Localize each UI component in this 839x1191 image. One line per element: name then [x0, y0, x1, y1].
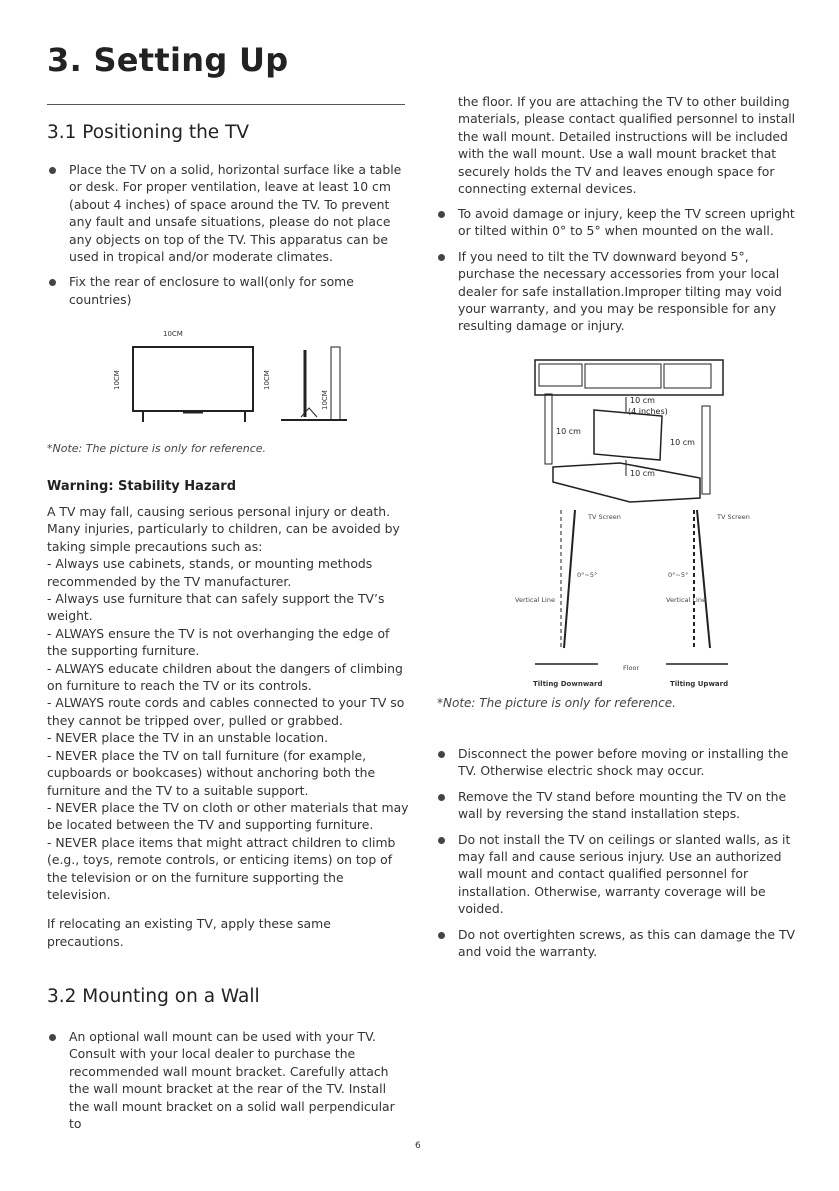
bottom-clearance-label: 10 cm	[630, 469, 655, 478]
clearance-diagram	[95, 322, 355, 432]
tv-screen-label-left: TV Screen	[588, 513, 621, 521]
angle-label-left: 0°~5°	[577, 571, 598, 579]
mounting-continued: the floor. If you are attaching the TV to other building materials, please contact qualified personnel to install the wall mount. Detailed instructions will be included with the wall mount. Use a wall mount bracket that securely holds the TV and leaves enough space for connecting external devices.	[458, 94, 796, 197]
page-number: 6	[415, 1141, 421, 1151]
list-item: Disconnect the power before moving or installing the TV. Otherwise electric shock may occur.	[436, 745, 803, 780]
warning-item: - ALWAYS educate children about the dangers of climbing on furniture to reach the TV or its controls.	[47, 660, 403, 694]
angle-label-right: 0°~5°	[668, 571, 689, 579]
clearance-label-right: 10CM	[263, 370, 271, 390]
tilting-downward-label: Tilting Downward	[533, 680, 603, 688]
floor-label: Floor	[623, 664, 640, 672]
clearance-label-top: 10CM	[163, 330, 183, 338]
mounting-note: *Note: The picture is only for reference.	[437, 696, 676, 710]
list-item: An optional wall mount can be used with your TV. Consult with your local dealer to purchase the recommended wall mount bracket. Carefully attach the wall mount bracket at the rear of the TV. Install the wall mount bracket on a solid wall perpendicular to	[47, 1028, 409, 1132]
title-divider	[47, 104, 405, 105]
list-item: To avoid damage or injury, keep the TV screen upright or tilted within 0° to 5° when mounted on the wall.	[436, 205, 803, 240]
warning-intro: A TV may fall, causing serious personal injury or death. Many injuries, particularly to children, can be avoided by taking simple precautions such as:	[47, 504, 400, 554]
list-item: Do not overtighten screws, as this can damage the TV and void the warranty.	[436, 926, 803, 961]
positioning-note: *Note: The picture is only for reference.	[47, 442, 267, 455]
warning-item: - ALWAYS route cords and cables connected to your TV so they cannot be tripped over, pulled or grabbed.	[47, 695, 405, 728]
warning-item: - NEVER place the TV in an unstable location.	[47, 730, 329, 746]
list-item: Remove the TV stand before mounting the TV on the wall by reversing the stand installation steps.	[436, 788, 803, 823]
safety-list	[436, 745, 803, 968]
warning-item: - NEVER place the TV on tall furniture (for example, cupboards or bookcases) without anchoring both the furniture and the TV to a suitable support.	[47, 747, 376, 798]
bullet-icon	[438, 932, 445, 939]
page-title: 3. Setting Up	[47, 41, 289, 79]
bullet-icon	[438, 254, 445, 261]
tv-screen-label-right: TV Screen	[717, 513, 750, 521]
bullet-icon	[49, 167, 56, 174]
top-clearance-label: 10 cm	[630, 396, 655, 405]
list-item: Do not install the TV on ceilings or slanted walls, as it may fall and cause serious injury. Use an authorized wall mount and contact qualified personnel for installation. Otherwise, warranty coverage will be voided.	[436, 831, 803, 918]
list-item: Fix the rear of enclosure to wall(only for some countries)	[47, 273, 409, 308]
list-item: Place the TV on a solid, horizontal surface like a table or desk. For proper ventilation, leave at least 10 cm (about 4 inches) of space around the TV. To prevent any fault and unsafe situations, please do not place any objects on top of the TV. This apparatus can be used in tropical and/or moderate climates.	[47, 161, 409, 265]
left-clearance-label: 10 cm	[556, 427, 581, 436]
warning-item: - NEVER place items that might attract children to climb (e.g., toys, remote controls, or enticing items) on top of the television or on the furniture supporting the television.	[47, 834, 396, 902]
warning-title: Warning: Stability Hazard	[47, 479, 237, 494]
mounting-list	[47, 1028, 409, 1140]
positioning-list	[47, 161, 409, 316]
tilting-upward-label: Tilting Upward	[670, 680, 729, 688]
list-item: If you need to tilt the TV downward beyond 5°, purchase the necessary accessories from your local dealer for safe installation.Improper tilting may void your warranty, and you may be responsible for any resulting damage or injury.	[436, 248, 803, 335]
top-clearance-inches: (4 inches)	[628, 407, 668, 416]
wall-mount-diagram	[515, 330, 760, 695]
section-heading-positioning: 3.1 Positioning the TV	[47, 122, 250, 143]
warning-item: - Always use cabinets, stands, or mounting methods recommended by the TV manufacturer.	[47, 556, 373, 589]
vertical-line-label-left: Vertical Line	[515, 596, 555, 604]
tilt-list	[436, 205, 803, 343]
warning-body	[47, 503, 409, 950]
bullet-icon	[438, 211, 445, 218]
bullet-icon	[49, 279, 56, 286]
warning-item: - ALWAYS ensure the TV is not overhanging the edge of the supporting furniture.	[47, 625, 390, 659]
right-clearance-label: 10 cm	[670, 438, 695, 447]
clearance-label-back: 10CM	[321, 390, 329, 410]
section-heading-mounting: 3.2 Mounting on a Wall	[47, 986, 260, 1007]
bullet-icon	[438, 751, 445, 758]
bullet-icon	[49, 1034, 56, 1041]
warning-relocating: If relocating an existing TV, apply these same precautions.	[47, 916, 331, 949]
bullet-icon	[438, 837, 445, 844]
warning-item: - Always use furniture that can safely support the TV’s weight.	[47, 591, 385, 624]
vertical-line-label-right: Vertical Line	[666, 596, 706, 604]
clearance-label-left: 10CM	[113, 370, 121, 390]
warning-item: - NEVER place the TV on cloth or other materials that may be located between the TV and supporting furniture.	[47, 799, 409, 833]
bullet-icon	[438, 794, 445, 801]
